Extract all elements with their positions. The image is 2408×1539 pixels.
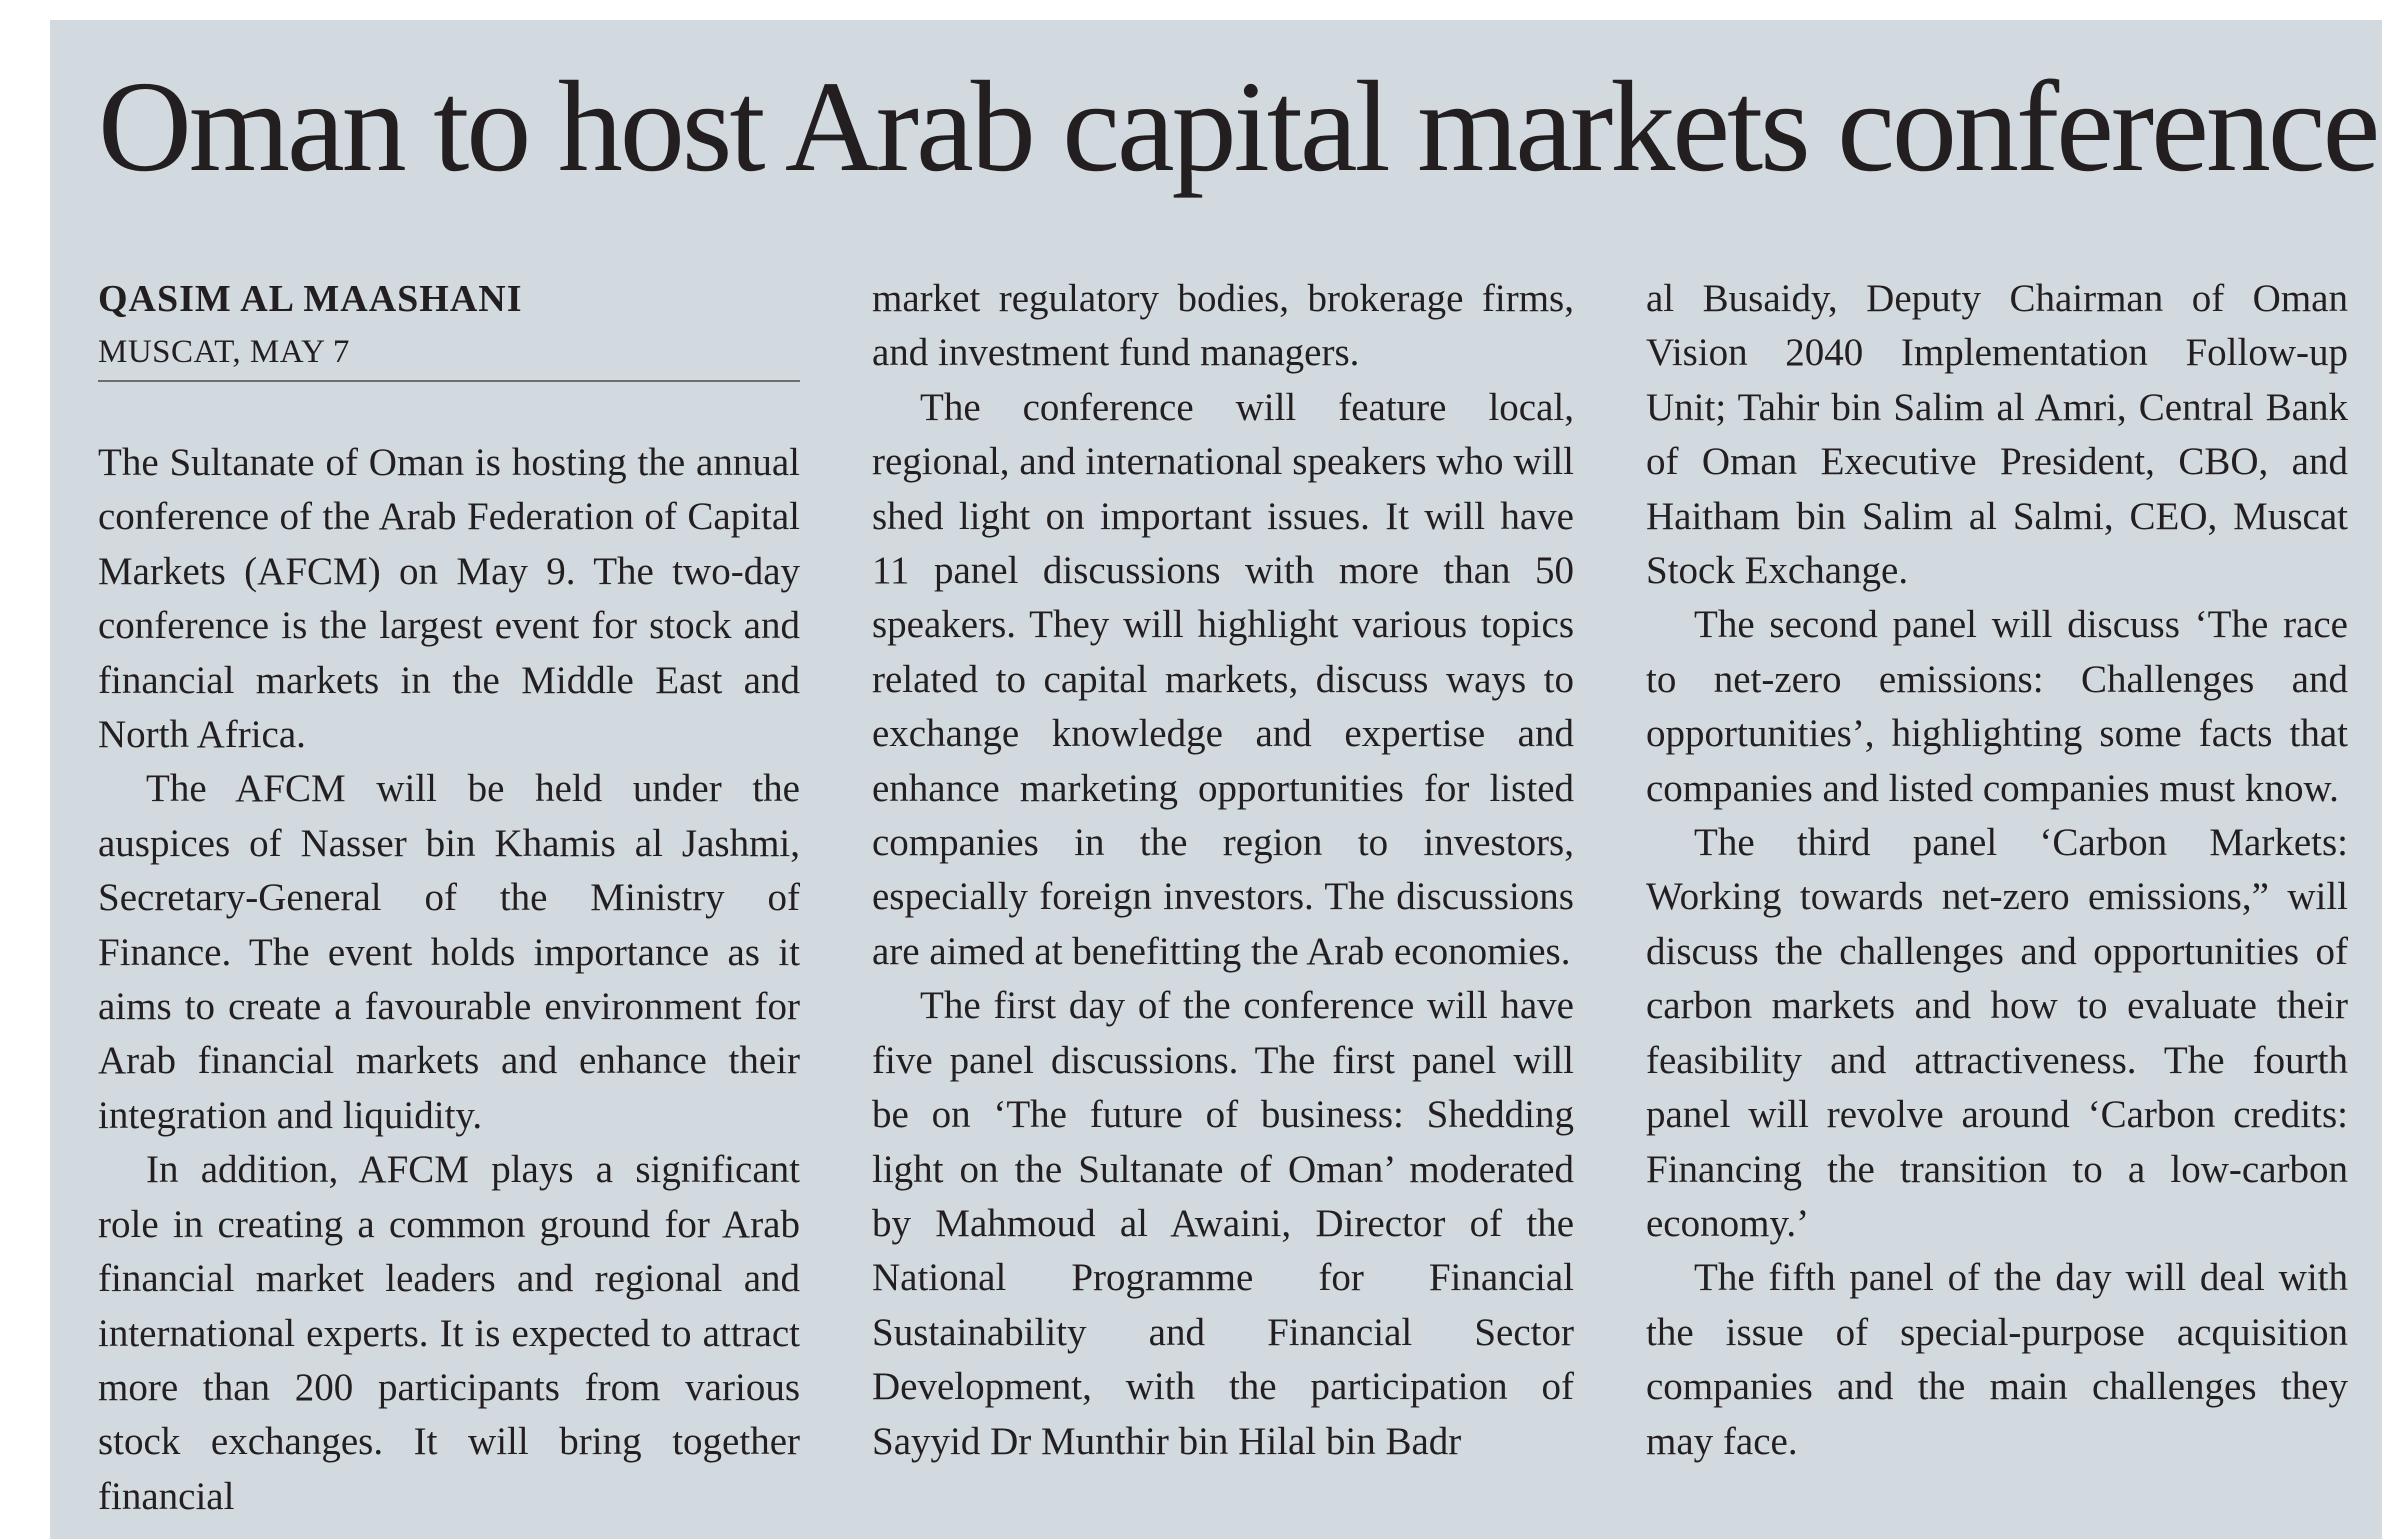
headline: Oman to host Arab capital markets conference (98, 55, 2378, 199)
dateline: MUSCAT, MAY 7 (98, 334, 350, 370)
paragraph-continued: al Busaidy, Deputy Chairman of Oman Vision 2040 Implementation Follow-up Unit; Tahir bin Salim al Amri, Central Bank of Oman Executive President, CBO, and Haitham bin Salim al Salmi, CEO, Muscat Stock Exchange. (1646, 277, 2348, 593)
column-3 (1646, 272, 2348, 1532)
newspaper-clipping (50, 20, 2382, 1539)
paragraph: The conference will feature local, regional, and international speakers who will shed light on important issues. It will have 11 panel discussions with more than 50 speakers. They will highlight various topics related to capital markets, discuss ways to exchange knowledge and expertise and enhance marketing opportunities for listed companies in the region to investors, especially foreign investors. The discussions are aimed at benefitting the Arab economies. (872, 385, 1574, 973)
paragraph: The second panel will discuss ‘The race to net-zero emissions: Challenges and opportunities’, highlighting some facts that companies and listed companies must know. (1646, 603, 2348, 810)
paragraph-continued: market regulatory bodies, brokerage firms, and investment fund managers. (872, 277, 1574, 375)
paragraph: The Sultanate of Oman is hosting the annual conference of the Arab Federation of Capital Markets (AFCM) on May 9. The two-day conference is the largest event for stock and financial markets in the Middle East and North Africa. (98, 441, 800, 757)
paragraph: The fifth panel of the day will deal with the issue of special-purpose acquisition companies and the main challenges they may face. (1646, 1256, 2348, 1463)
author-name: QASIM AL MAASHANI (98, 278, 523, 320)
paragraph: The first day of the conference will have five panel discussions. The first panel will be on ‘The future of business: Shedding light on the Sultanate of Oman’ moderated by Mahmoud al Awaini, Director of the National Programme for Financial Sustainability and Financial Sector Development, with the participation of Sayyid Dr Munthir bin Hilal bin Badr (872, 984, 1574, 1463)
byline (98, 272, 800, 382)
paragraph: The third panel ‘Carbon Markets: Working towards net-zero emissions,” will discuss the challenges and opportunities of carbon markets and how to evaluate their feasibility and attractiveness. The fourth panel will revolve around ‘Carbon credits: Financing the transition to a low-carbon economy.’ (1646, 821, 2348, 1245)
paragraph: In addition, AFCM plays a significant role in creating a common ground for Arab financial market leaders and regional and international experts. It is expected to attract more than 200 participants from various stock exchanges. It will bring together financial (98, 1148, 800, 1518)
article-body (98, 272, 2348, 1532)
paragraph: The AFCM will be held under the auspices of Nasser bin Khamis al Jashmi, Secretary-General of the Ministry of Finance. The event holds importance as it aims to create a favourable environment for Arab financial markets and enhance their integration and liquidity. (98, 767, 800, 1137)
column-2 (872, 272, 1574, 1532)
column-1 (98, 272, 800, 1532)
